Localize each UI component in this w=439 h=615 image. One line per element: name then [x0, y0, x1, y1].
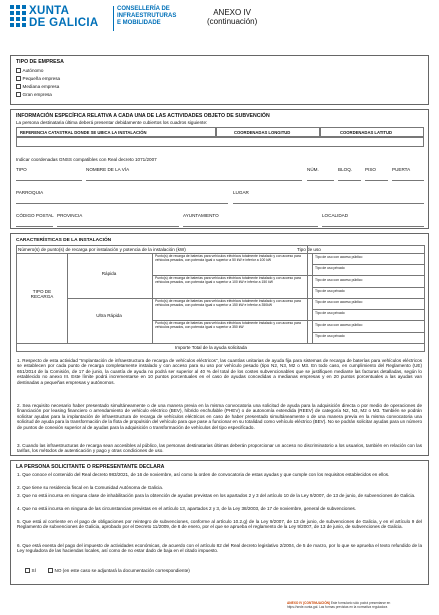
section-title: INFORMACIÓN ESPECÍFICA RELATIVA A CADA UNA DE LAS ACTIVIDADES OBJETO DE SUBVENCIÓN	[16, 113, 270, 119]
footer-note: ANEXO IV (CONTINUACIÓN) Este formulario sólo podrá presentarse en https://sede.xunta.gal. Las formas previstas en la normativa reguladora	[287, 601, 391, 609]
gnss-note: Indicar coordenadas GNSS compatibles con Real decreto 1071/2007	[16, 157, 157, 162]
option-pequena[interactable]: Pequeña empresa	[16, 76, 60, 81]
specific-info-section: INFORMACIÓN ESPECÍFICA RELATIVA A CADA UNA DE LAS ACTIVIDADES OBJETO DE SUBVENCIÓN La persona destinataria última deberá presentar debidamente cubiertos los cuadros siguiente: REFERENCIA CATASTRAL DONDE SE UBICA LA INSTALACIÓN COORDENADAS LONGITUD COORDENADAS LATITUD Indicar coordenadas GNSS compatibles con Real decreto 1071/2007 TIPO NOMBRE DE LA VÍA NÚM. BLOQ. PISO PUERTA PARROQUIA LUGAR CÓDIGO POSTAL PROVINCIA AYUNTAMIENTO LOCALIDAD	[10, 109, 429, 229]
checkbox[interactable]	[16, 76, 21, 81]
checkbox[interactable]	[16, 92, 21, 97]
use-private-option[interactable]: Tipo de uso privado	[315, 289, 345, 293]
intro-text: La persona destinataria última deberá presentar debidamente cubiertos los cuadros siguiente:	[16, 120, 208, 125]
province-input[interactable]	[57, 219, 179, 227]
checkbox[interactable]	[16, 68, 21, 73]
section-title: CARACTERÍSTICAS DE LA INSTALACIÓN	[16, 238, 112, 243]
declare-2: 2. Que tiene su residencia fiscal en la Comunidad Autónoma de Galicia.	[17, 485, 164, 490]
org-name: XUNTA DE GALICIA	[29, 5, 99, 29]
latitude-field[interactable]: COORDENADAS LATITUD	[320, 127, 424, 137]
street-name-input[interactable]	[86, 173, 302, 181]
option-autonomo[interactable]: Autónomo	[16, 68, 43, 73]
declare-5: 5. Que está al corriente en el pago de obligaciones por reintegro de subvenciones, conforme al artículo 10.2.g) de la Ley 9/2007, de 13 de junio, de subvenciones de Galicia, y en el artículo 9 del Reglamento de subvenciones de Galicia, aprobado por el Decreto 11/2009, de 8 de enero, por el que se aprueba el reglamento de la Ley 9/2007, de 13 de junio, de subvenciones de Galicia.	[17, 519, 422, 530]
checkbox[interactable]	[25, 568, 30, 573]
door-input[interactable]	[392, 173, 424, 181]
note-2: 2. Sea requisito necesario haber presentado simultáneamente o de una manera previa en la misma convocatoria una solicitud de ayuda para la adquisición directa o por medio de operaciones de financiación por leasing financiero o arrendamiento de vehículo eléctrico (BEV), híbrido enchufable (PHEV) o de autonomía extendida (REEV) de categoría N2, N3, M2 o M3. También se podrán solicitar ayudas para la implantación de infraestructura de recarga de vehículos eléctricos en caso de haber presentado simultáneamente o de una manera previa en la misma convocatoria una solicitud de ayuda para la transformación de la flota de propulsión del vehículo para que pase a funcionar en su totalidad como vehículo eléctrico (BEV). No se podrán solicitar ayudas para un número de puntos de conexión superior al de ayudas para la adquisición o transformación de vehículos del tipo especificado.	[17, 403, 422, 430]
use-public-option[interactable]: Tipo de uso con acceso público	[315, 255, 363, 259]
declare-4: 4. Que no está incursa en ninguna de las circunstancias previstas en el artículo 13, apartados 2 y 3, de la Ley 38/2003, de 17 de noviembre, general de subvenciones.	[17, 506, 357, 511]
option-no[interactable]: NO (en este caso se adjuntará la documentación correspondiente)	[48, 568, 190, 573]
section-title: LA PERSONA SOLICITANTE O REPRESENTANTE DECLARA	[16, 464, 165, 470]
postal-code-input[interactable]	[16, 219, 53, 227]
street-type-input[interactable]	[16, 173, 82, 181]
checkbox[interactable]	[16, 84, 21, 89]
note-1: 1. Respecto de esta actividad “Implantación de infraestructura de recarga de vehículos eléctricos”, las cuantías unitarias de ayuda fija para sistemas de recarga de baterías para vehículos eléctricos se establecen por cada punto de recarga completamente instalado y con acceso para su uso por vehículo pesado (tipo N2, N3, M2 o M3. En todo caso, en cumplimiento del Reglamento (UE) 651/2014 de la Comisión, de 17 de junio, la cuantía de ayuda no podrá ser superior al 40 % del total de los costes subvencionables que se justifiquen mediante las facturas detalladas, según lo establecido no anexo III. Este límite podrá incrementarse en 10 puntos porcentuales en el caso de ayudas concedidas a medianas empresas y en 20 puntos porcentuales a las ayudas van destinadas a pequeñas empresas y autónomos.	[17, 358, 422, 385]
parish-input[interactable]	[16, 196, 228, 204]
longitude-field[interactable]: COORDENADAS LONGITUD	[216, 127, 320, 137]
option-mediana[interactable]: Mediana empresa	[16, 84, 59, 89]
installation-section: CARACTERÍSTICAS DE LA INSTALACIÓN Número(s) de punto(s) de recarga por instalación y potencia de la instalación (kW) Tipo de uso TIPO DE RECARGA Rápida Ultra Rápida Punto(s) de recarga de baterías para vehículos eléctricos totalmente instalado y con acceso para vehículos pesados, con potencia igual o superior a 50 kW e inferior a 100 kW Punto(s) de recarga de baterías para vehículos eléctricos totalmente instalado y con acceso para vehículos pesados, con potencia igual o superior a 100 kW e inferior a 150 kW Punto(s) de recarga de baterías para vehículos eléctricos totalmente instalado y con acceso para vehículos pesados, con potencia igual o superior a 150 kW e inferior a 350kW Punto(s) de recarga de baterías para vehículos eléctricos totalmente instalado y con acceso para vehículos pesados, con potencia igual o superior a 350 kW Tipo de uso con acceso público Tipo de uso privado Tipo de uso con acceso público Tipo de uso privado Tipo de uso con acceso público Tipo de uso privado Tipo de uso con acceso público Tipo de uso privado Importe Total de la ayuda solicitada 1. Respecto de esta actividad “Implantación de infraestructura de recarga de vehículos eléctricos”, las cuantías unitarias de ayuda fija para sistemas de recarga de baterías para vehículos eléctricos se establecen por cada punto de recarga completamente instalado y con acceso para su uso por vehículo pesado (tipo N2, N3, M2 o M3. En todo caso, en cumplimiento del Reglamento (UE) 651/2014 de la Comisión, de 17 de junio, la cuantía de ayuda no podrá ser superior al 40 % del total de los costes subvencionables que se justifiquen mediante las facturas detalladas, según lo establecido no anexo III. Este límite podrá incrementarse en 10 puntos porcentuales en el caso de ayudas concedidas a medianas empresas y en 20 puntos porcentuales a las ayudas van destinadas a pequeñas empresas y autónomos. 2. Sea requisito necesario haber presentado simultáneamente o de una manera previa en la misma convocatoria una solicitud de ayuda para la adquisición directa o por medio de operaciones de financiación por leasing financiero o arrendamiento de vehículo eléctrico (BEV), híbrido enchufable (PHEV) o de autonomía extendida (REEV) de categoría N2, N3, M2 o M3. También se podrán solicitar ayudas para la implantación de infraestructura de recarga de vehículos eléctricos en caso de haber presentado simultáneamente o de una manera previa en la misma convocatoria una solicitud de ayuda para la transformación de la flota de propulsión del vehículo para que pase a funcionar en su totalidad como vehículo eléctrico (BEV). No se podrán solicitar ayudas para un número de puntos de conexión superior al de ayudas para la adquisición o transformación de vehículos del tipo especificado. 3. Cuando las infraestructuras de recarga sean accesibles al público, las personas destinatarias últimas deberán proporcionar un acceso no discriminatorio a los usuarios, también en relación con las tarifas, los métodos de autenticación y pago y otras condiciones de uso.	[10, 233, 429, 456]
use-public-option[interactable]: Tipo de uso con acceso público	[315, 278, 363, 282]
xunta-logo-icon	[10, 5, 26, 31]
department-name: CONSELLERÍA DE INFRAESTRUTURAS E MOBILIDADE	[117, 6, 177, 26]
floor-input[interactable]	[365, 173, 388, 181]
total-aid-label: Importe Total de la ayuda solicitada	[175, 345, 247, 350]
use-public-option[interactable]: Tipo de uso con acceso público	[315, 323, 363, 327]
page-header	[10, 5, 430, 41]
number-input[interactable]	[307, 173, 334, 181]
use-private-option[interactable]: Tipo de uso privado	[315, 334, 345, 338]
checkbox[interactable]	[48, 568, 53, 573]
municipality-input[interactable]	[183, 219, 318, 227]
place-input[interactable]	[233, 196, 424, 204]
annex-title: ANEXO IV (continuación)	[207, 8, 258, 26]
declare-6: 6. Que está exenta del pago del impuesto de actividades económicas, de acuerdo con el artículo 82 del Real decreto legislativo 2/2004, de 5 de marzo, por lo que se aprueba el texto refundido de la Ley reguladora de las haciendas locales, así como de no estar dado de baja en el citado impuesto.	[17, 543, 422, 554]
option-gran[interactable]: Gran empresa	[16, 92, 52, 97]
section-title: TIPO DE EMPRESA	[16, 59, 64, 65]
cadastral-ref-field[interactable]: REFERENCIA CATASTRAL DONDE SE UBICA LA INSTALACIÓN	[16, 127, 216, 137]
declare-3: 3. Que no está incursa en ninguna clase de inhabilitación para la obtención de ayudas previstas en los apartados 2 y 3 del artículo 10 de la Ley 9/2007, de 13 de junio, de subvenciones de Galicia.	[17, 493, 416, 498]
use-public-option[interactable]: Tipo de uso con acceso público	[315, 300, 363, 304]
declare-1: 1. Que conoce el contenido del Real decreto 983/2021, de 16 de noviembre, así como la orden de convocatoria de estas ayudas y que cumple con los requisitos establecidos en ellos.	[17, 472, 390, 477]
use-private-option[interactable]: Tipo de uso privado	[315, 311, 345, 315]
option-yes[interactable]: SÍ	[25, 568, 36, 573]
block-input[interactable]	[338, 173, 361, 181]
note-3: 3. Cuando las infraestructuras de recarga sean accesibles al público, las personas destinatarias últimas deberán proporcionar un acceso no discriminatorio a los usuarios, también en relación con las tarifas, los métodos de autenticación y pago y otras condiciones de uso.	[17, 443, 422, 454]
declaration-section	[10, 460, 429, 585]
locality-input[interactable]	[322, 219, 424, 227]
company-type-section	[10, 55, 429, 105]
use-private-option[interactable]: Tipo de uso privado	[315, 266, 345, 270]
